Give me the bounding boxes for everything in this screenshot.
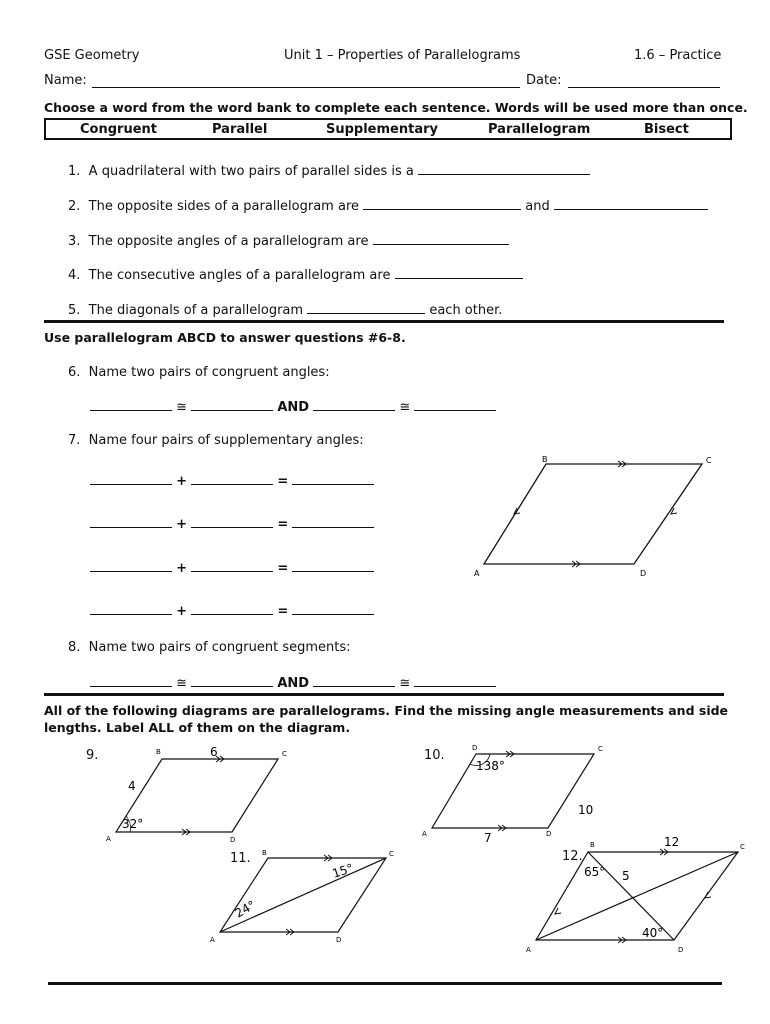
- answer-blank[interactable]: [191, 398, 273, 411]
- diagram-12: [522, 834, 750, 956]
- section3-instruction-line1: All of the following diagrams are parallelograms. Find the missing angle measurements and side: [44, 703, 729, 718]
- diagram-12-side-top: 12: [664, 835, 680, 849]
- equals-sign: =: [277, 604, 289, 619]
- course-title: GSE Geometry: [44, 48, 140, 63]
- plus-sign: +: [176, 604, 188, 619]
- plus-sign: +: [176, 474, 188, 489]
- plus-sign: +: [176, 561, 188, 576]
- supplementary-row: [90, 602, 374, 619]
- question-number: 8.: [68, 640, 81, 655]
- diagram-10-side-right: 10: [578, 803, 594, 817]
- diagram-9-side-top: 6: [210, 745, 218, 759]
- equals-sign: =: [277, 517, 289, 532]
- answer-blank[interactable]: [90, 559, 172, 572]
- answer-blank[interactable]: [554, 197, 708, 210]
- supplementary-row: [90, 559, 374, 576]
- and-label: AND: [277, 400, 310, 415]
- svg-text:A: A: [106, 835, 111, 843]
- answer-blank[interactable]: [191, 559, 273, 572]
- question-text: The diagonals of a parallelogram: [88, 303, 304, 318]
- date-label: Date:: [526, 73, 562, 88]
- answer-blank[interactable]: [191, 602, 273, 615]
- question-text: Name two pairs of congruent segments:: [88, 640, 351, 655]
- svg-text:D: D: [336, 936, 342, 944]
- supplementary-row: [90, 515, 374, 532]
- answer-blank[interactable]: [414, 674, 496, 687]
- congruent-symbol: ≅: [176, 400, 188, 415]
- diagram-12-number: 12.: [562, 849, 583, 864]
- question-number: 4.: [68, 268, 81, 283]
- diagram-12-diagonal: 5: [622, 869, 630, 883]
- word-bank: [44, 118, 732, 140]
- answer-blank[interactable]: [418, 162, 590, 175]
- vertex-label-b: B: [542, 455, 548, 464]
- svg-text:B: B: [590, 841, 595, 849]
- supplementary-row: [90, 472, 374, 489]
- answer-blank[interactable]: [90, 472, 172, 485]
- svg-text:B: B: [262, 849, 267, 857]
- congruent-symbol: ≅: [176, 676, 188, 691]
- answer-blank[interactable]: [313, 398, 395, 411]
- diagram-10: [418, 742, 618, 846]
- question-number: 6.: [68, 365, 81, 380]
- diagram-10-angle: 138°: [476, 759, 505, 773]
- answer-blank[interactable]: [90, 515, 172, 528]
- section-divider: [44, 320, 724, 323]
- answer-blank[interactable]: [373, 232, 509, 245]
- diagram-9-angle: 32°: [122, 817, 144, 831]
- question-tail: each other.: [429, 303, 503, 318]
- svg-text:C: C: [740, 843, 745, 851]
- question-text: Name two pairs of congruent angles:: [88, 365, 330, 380]
- vertex-label-a: A: [474, 569, 480, 578]
- unit-title: Unit 1 – Properties of Parallelograms: [284, 48, 521, 63]
- svg-text:D: D: [472, 744, 478, 752]
- answer-blank[interactable]: [292, 472, 374, 485]
- question-number: 7.: [68, 433, 81, 448]
- diagram-9: [100, 744, 300, 844]
- equals-sign: =: [277, 561, 289, 576]
- section2-instruction: Use parallelogram ABCD to answer questions #6-8.: [44, 330, 406, 345]
- question-5: [68, 301, 502, 318]
- and-label: AND: [277, 676, 310, 691]
- question-text: The opposite sides of a parallelogram are: [88, 199, 360, 214]
- answer-blank[interactable]: [90, 674, 172, 687]
- word-bank-item: Parallelogram: [488, 122, 591, 137]
- answer-blank[interactable]: [90, 602, 172, 615]
- parallelogram-abcd: [462, 452, 722, 584]
- answer-blank[interactable]: [90, 398, 172, 411]
- question-4: [68, 266, 523, 283]
- answer-blank[interactable]: [292, 515, 374, 528]
- question-connector: and: [525, 199, 550, 214]
- word-bank-item: Parallel: [212, 122, 268, 137]
- diagram-9-number: 9.: [86, 748, 99, 763]
- diagram-11-number: 11.: [230, 851, 251, 866]
- word-bank-item: Bisect: [644, 122, 689, 137]
- word-bank-item: Congruent: [80, 122, 157, 137]
- answer-blank[interactable]: [313, 674, 395, 687]
- diagram-12-angle-d: 40°: [642, 926, 664, 940]
- question-number: 5.: [68, 303, 81, 318]
- question-7: [68, 433, 364, 448]
- vertex-label-d: D: [640, 569, 647, 578]
- diagram-12-angle-b: 65°: [584, 865, 606, 879]
- diagram-10-side-bottom: 7: [484, 831, 492, 845]
- answer-blank[interactable]: [395, 266, 523, 279]
- svg-text:D: D: [678, 946, 684, 954]
- footer-rule: [48, 982, 722, 985]
- congruent-symbol: ≅: [399, 676, 411, 691]
- answer-blank[interactable]: [307, 301, 425, 314]
- svg-text:A: A: [210, 936, 215, 944]
- answer-blank[interactable]: [414, 398, 496, 411]
- question-number: 2.: [68, 199, 81, 214]
- question-text: The opposite angles of a parallelogram are: [88, 234, 369, 249]
- svg-text:C: C: [389, 850, 394, 858]
- diagram-9-side-left: 4: [128, 779, 136, 793]
- svg-text:D: D: [546, 830, 552, 838]
- date-field[interactable]: [568, 87, 720, 88]
- svg-text:B: B: [156, 748, 161, 756]
- svg-text:C: C: [598, 745, 603, 753]
- question-number: 3.: [68, 234, 81, 249]
- question-1: [68, 162, 590, 179]
- name-field[interactable]: [92, 87, 520, 88]
- question-text: The consecutive angles of a parallelogram are: [88, 268, 391, 283]
- section3-instruction-line2: lengths. Label ALL of them on the diagram.: [44, 720, 351, 735]
- svg-text:D: D: [230, 836, 236, 844]
- congruent-segments-row: [90, 674, 496, 691]
- svg-text:A: A: [422, 830, 427, 838]
- diagram-11-angle-c: 15°: [330, 860, 356, 881]
- lesson-title: 1.6 – Practice: [634, 48, 722, 63]
- congruent-angles-row: [90, 398, 496, 415]
- section1-instruction: Choose a word from the word bank to complete each sentence. Words will be used more than once.: [44, 100, 748, 115]
- question-8: [68, 640, 351, 655]
- question-number: 1.: [68, 164, 81, 179]
- answer-blank[interactable]: [191, 515, 273, 528]
- question-6: [68, 365, 330, 380]
- answer-blank[interactable]: [191, 674, 273, 687]
- question-text: Name four pairs of supplementary angles:: [88, 433, 364, 448]
- plus-sign: +: [176, 517, 188, 532]
- equals-sign: =: [277, 474, 289, 489]
- question-text: A quadrilateral with two pairs of parallel sides is a: [88, 164, 414, 179]
- svg-text:A: A: [526, 946, 531, 954]
- answer-blank[interactable]: [292, 602, 374, 615]
- svg-text:C: C: [282, 750, 287, 758]
- question-3: [68, 232, 509, 249]
- answer-blank[interactable]: [191, 472, 273, 485]
- diagram-10-number: 10.: [424, 748, 445, 763]
- name-label: Name:: [44, 73, 87, 88]
- word-bank-item: Supplementary: [326, 122, 438, 137]
- vertex-label-c: C: [706, 456, 712, 465]
- diagram-11: [206, 846, 402, 950]
- answer-blank[interactable]: [363, 197, 521, 210]
- answer-blank[interactable]: [292, 559, 374, 572]
- section-divider: [44, 693, 724, 696]
- diagram-11-angle-a: 24°: [232, 897, 258, 921]
- question-2: [68, 197, 708, 214]
- congruent-symbol: ≅: [399, 400, 411, 415]
